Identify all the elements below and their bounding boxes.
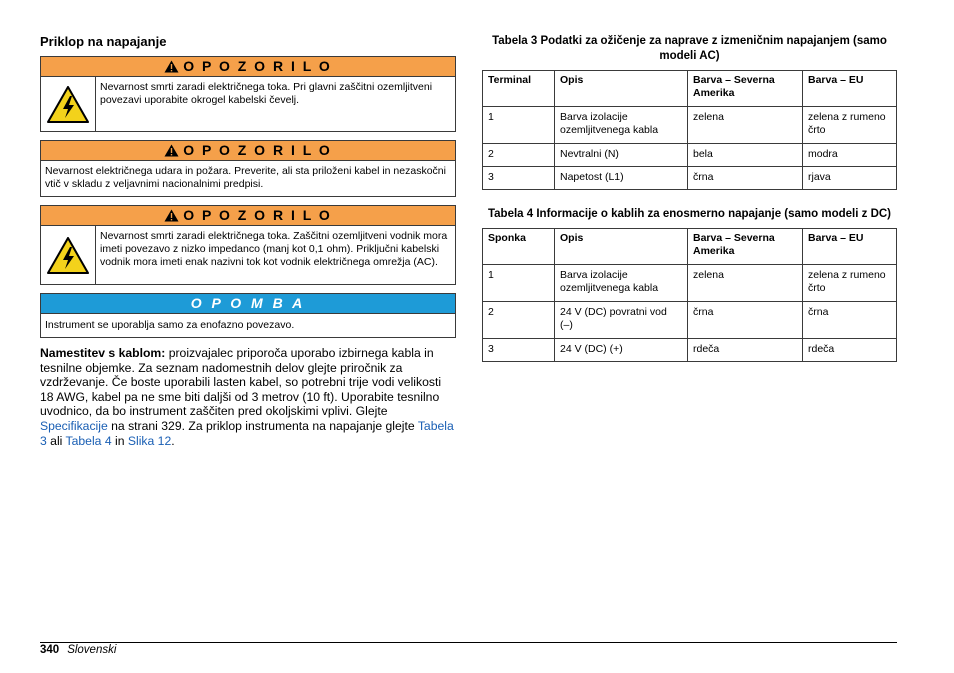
section-title: Priklop na napajanje [40,34,167,49]
table-row [483,339,897,362]
column-header: Opis [555,71,688,107]
table-row [483,144,897,167]
column-header: Barva – EU [803,71,897,107]
paragraph-text: na strani 329. Za priklop instrumenta na napajanje glejte [107,418,418,433]
column-header: Barva – Severna Amerika [688,71,803,107]
table-cell: črna [803,302,897,339]
cable-installation-paragraph [40,346,456,448]
right-column [482,34,897,379]
footer-divider [40,642,897,643]
table-cell: 2 [483,302,555,339]
warning-triangle-icon [164,143,179,162]
left-column [40,34,456,448]
warning-header [41,206,455,226]
table-cell: zelena z rumeno črto [803,107,897,144]
paragraph-text: . [171,433,175,448]
note-header: O P O M B A [41,294,455,314]
table-cell: 3 [483,339,555,362]
warning-triangle-icon [164,208,179,227]
page-number: 340 [40,644,60,656]
table-cell: črna [688,167,803,190]
paragraph-text: in [111,433,128,448]
column-header: Barva – Severna Amerika [688,229,803,265]
link-table-4[interactable]: Tabela 4 [65,433,112,448]
table-cell: 2 [483,144,555,167]
table-cell: modra [803,144,897,167]
table-cell: zelena [688,107,803,144]
warning-header [41,141,455,161]
warning-text: Nevarnost smrti zaradi električnega toka. Pri glavni zaščitni ozemljitveni povezavi uporabite okrogel kabelski čevelj. [100,81,433,106]
table-cell: Barva izolacije ozemljitvenega kabla [555,265,688,302]
table-cell: zelena z rumeno črto [803,265,897,302]
table-cell: bela [688,144,803,167]
table-3 [482,70,897,190]
electrical-hazard-icon [41,77,96,131]
table-cell: Nevtralni (N) [555,144,688,167]
warning-title: O P O Z O R I L O [183,207,332,223]
link-specifications[interactable]: Specifikacije [40,418,108,433]
table-row [483,167,897,190]
table-4 [482,228,897,362]
warning-box [40,140,456,197]
link-figure-12[interactable]: Slika 12 [127,433,172,448]
table-cell: 1 [483,265,555,302]
warning-text: Nevarnost smrti zaradi električnega toka. Zaščitni ozemljitveni vodnik mora imeti povezavo z nizko impedanco (manj kot 0,1 ohm). Priključni kabelski vodnik mora imeti enak nazivni tok kot vodnik električnega omrežja (AC). [100,230,448,268]
table-cell: Barva izolacije ozemljitvenega kabla [555,107,688,144]
table-header-row [483,71,897,107]
warning-triangle-icon [164,59,179,78]
footer-language: Slovenski [67,644,117,656]
table-cell: črna [688,302,803,339]
paragraph-lead: Namestitev s kablom: [40,346,166,360]
table-cell: 24 V (DC) (+) [555,339,688,362]
column-header: Sponka [483,229,555,265]
warning-header [41,57,455,77]
table-cell: rjava [803,167,897,190]
warning-title: O P O Z O R I L O [183,58,332,74]
table-row [483,107,897,144]
table-row [483,265,897,302]
table-4-caption: Tabela 4 Informacije o kablih za enosmerno napajanje (samo modeli z DC) [487,208,892,220]
warning-title: O P O Z O R I L O [183,142,332,158]
electrical-hazard-icon [41,226,96,284]
table-cell: 24 V (DC) povratni vod (–) [555,302,688,339]
paragraph-text: ali [46,433,66,448]
column-header: Terminal [483,71,555,107]
column-header: Opis [555,229,688,265]
table-cell: 3 [483,167,555,190]
table-row [483,302,897,339]
note-box [40,293,456,338]
table-header-row [483,229,897,265]
column-header: Barva – EU [803,229,897,265]
table-cell: Napetost (L1) [555,167,688,190]
note-text: Instrument se uporablja samo za enofazno povezavo. [45,319,295,331]
link-table-3[interactable]: Tabela 3 [40,418,454,448]
warning-box [40,56,456,132]
page-footer [40,644,116,656]
warning-text: Nevarnost električnega udara in požara. Preverite, ali sta priloženi kabel in nezaskočni vtič v skladu z veljavnimi nacionalnimi predpisi. [45,165,446,190]
paragraph-text: proizvajalec priporoča uporabo izbirnega kabla in tesnilne objemke. Za seznam nadomestnih delov glejte priročnik za vzdrževanje. Če boste uporabili lasten kabel, so potrebni trije vodi velikosti 18 AWG, kabel pa ne sme biti daljši od 3 metrov (10 ft). Uporabite tesnilno uvodnico, da bo instrument zaščiten pred okoljskimi vplivi. Glejte [40,346,442,419]
table-3-caption: Tabela 3 Podatki za ožičenje za naprave z izmeničnim napajanjem (samo modeli AC) [492,35,887,62]
table-cell: rdeča [803,339,897,362]
table-cell: zelena [688,265,803,302]
table-cell: rdeča [688,339,803,362]
table-cell: 1 [483,107,555,144]
warning-box [40,205,456,285]
